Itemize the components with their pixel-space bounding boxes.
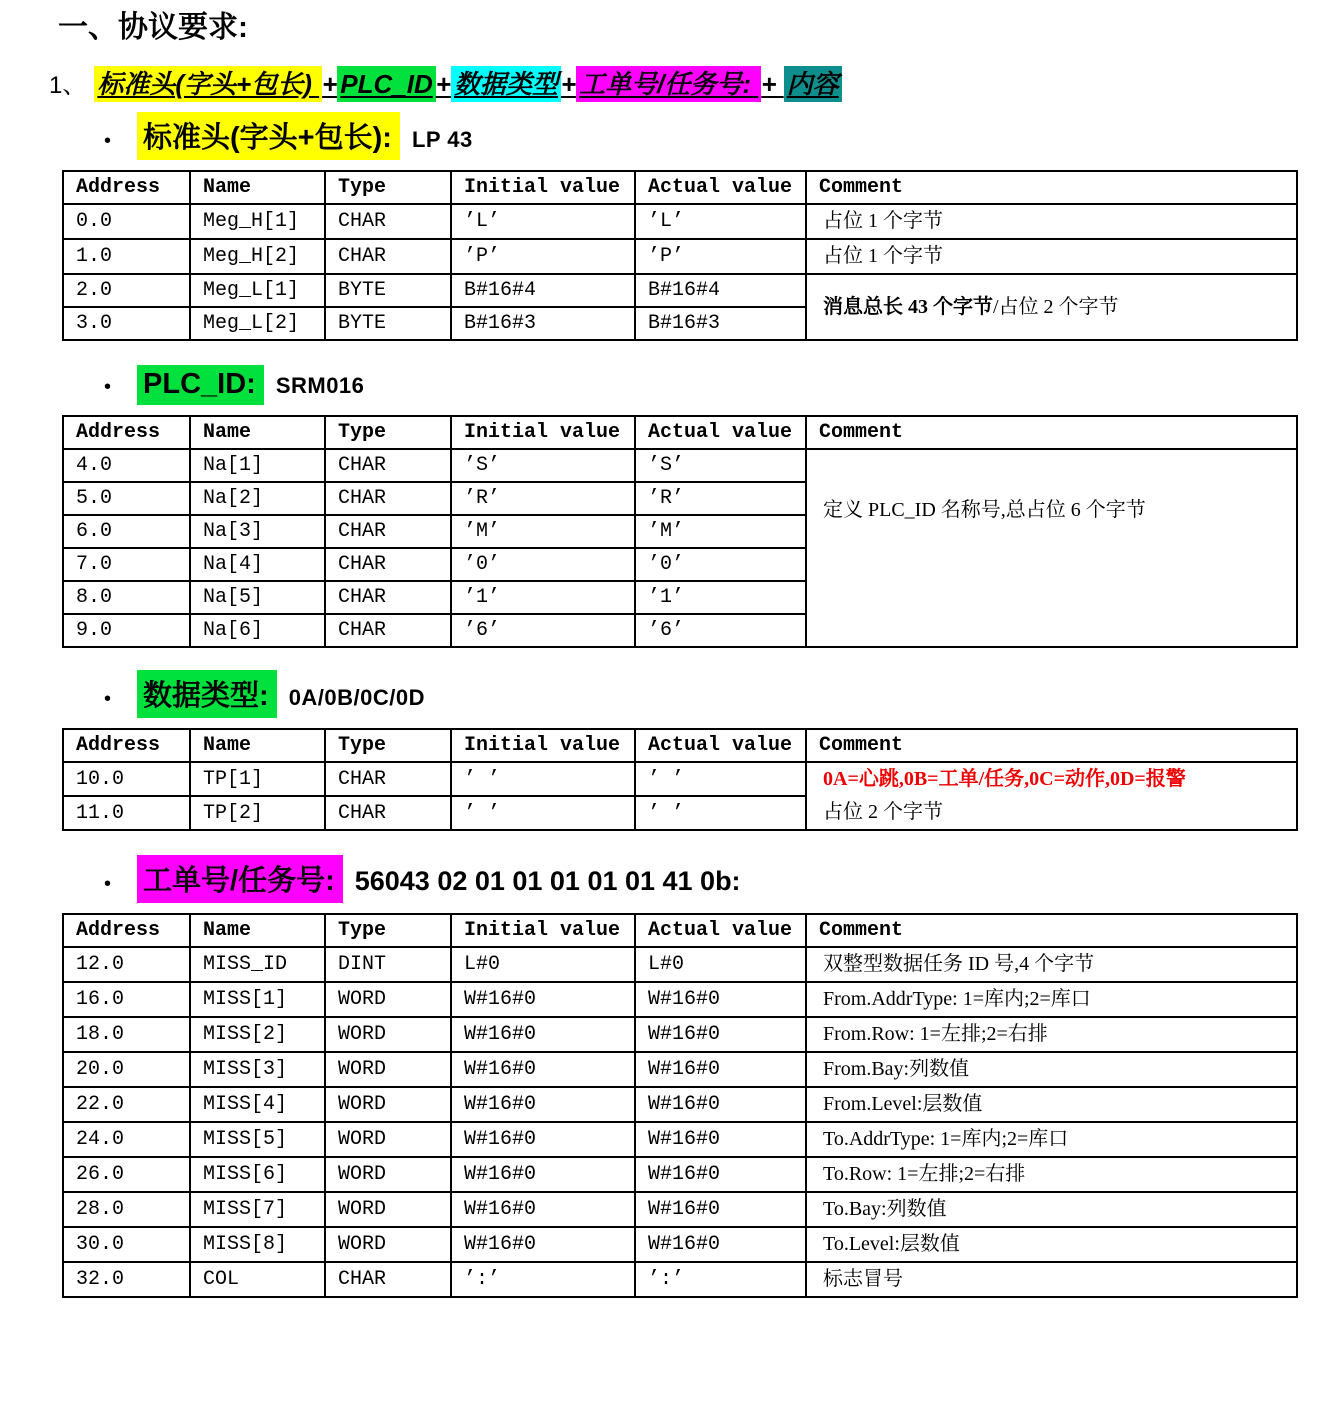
- column-header: Actual value: [635, 416, 806, 449]
- data-cell: MISS[7]: [190, 1192, 325, 1227]
- section-heading-data-type: [104, 670, 1344, 718]
- column-header: Name: [190, 416, 325, 449]
- table-row: [63, 762, 1297, 796]
- data-cell: ’L’: [451, 204, 635, 239]
- data-cell: W#16#0: [635, 1157, 806, 1192]
- document-page: [0, 8, 1344, 1410]
- segment-order-number: 工单号/任务号:: [576, 66, 761, 102]
- data-cell: W#16#0: [635, 1052, 806, 1087]
- data-cell: WORD: [325, 1122, 451, 1157]
- column-header: Type: [325, 729, 451, 762]
- data-cell: 22.0: [63, 1087, 190, 1122]
- header-row: [63, 416, 1297, 449]
- data-cell: Na[1]: [190, 449, 325, 482]
- column-header: Initial value: [451, 171, 635, 204]
- data-cell: WORD: [325, 1017, 451, 1052]
- data-cell: MISS[5]: [190, 1122, 325, 1157]
- protocol-formula-line: [49, 65, 1344, 104]
- table-row: [63, 982, 1297, 1017]
- data-cell: WORD: [325, 1087, 451, 1122]
- data-cell: ’ ’: [451, 796, 635, 830]
- data-cell: ’ ’: [635, 762, 806, 796]
- data-cell: 20.0: [63, 1052, 190, 1087]
- column-header: Comment: [806, 171, 1297, 204]
- data-cell: WORD: [325, 1227, 451, 1262]
- data-cell: TP[2]: [190, 796, 325, 830]
- data-cell: W#16#0: [635, 1122, 806, 1157]
- data-cell: L#0: [451, 947, 635, 982]
- data-cell: 6.0: [63, 515, 190, 548]
- data-cell: B#16#3: [635, 307, 806, 340]
- table-row: [63, 1017, 1297, 1052]
- segment-plc-id: PLC_ID: [337, 66, 435, 102]
- plus-sign: +: [435, 69, 451, 99]
- data-cell: ’M’: [635, 515, 806, 548]
- data-cell: MISS[3]: [190, 1052, 325, 1087]
- data-cell: Na[2]: [190, 482, 325, 515]
- comment-cell: 标志冒号: [806, 1262, 1297, 1297]
- data-cell: 7.0: [63, 548, 190, 581]
- plus-sign: +: [761, 69, 784, 99]
- data-cell: 30.0: [63, 1227, 190, 1262]
- list-number: 1、: [49, 72, 87, 99]
- data-cell: ’0’: [451, 548, 635, 581]
- data-cell: 5.0: [63, 482, 190, 515]
- data-cell: TP[1]: [190, 762, 325, 796]
- data-cell: ’ ’: [635, 796, 806, 830]
- header-row: [63, 914, 1297, 947]
- column-header: Comment: [806, 416, 1297, 449]
- data-cell: Na[3]: [190, 515, 325, 548]
- column-header: Address: [63, 729, 190, 762]
- column-header: Address: [63, 914, 190, 947]
- comment-cell: 占位 1 个字节: [806, 204, 1297, 239]
- section-label: 标准头(字头+包长):: [137, 112, 400, 160]
- data-cell: W#16#0: [635, 982, 806, 1017]
- data-cell: 1.0: [63, 239, 190, 274]
- comment-cell: From.Bay:列数值: [806, 1052, 1297, 1087]
- data-cell: CHAR: [325, 762, 451, 796]
- data-cell: 9.0: [63, 614, 190, 647]
- data-cell: W#16#0: [451, 1192, 635, 1227]
- comment-cell: 定义 PLC_ID 名称号,总占位 6 个字节: [806, 449, 1297, 647]
- section-value: 56043 02 01 01 01 01 01 41 0b:: [354, 866, 741, 896]
- section-heading-order-number: [104, 855, 1344, 903]
- comment-cell: 消息总长 43 个字节/占位 2 个字节: [806, 274, 1297, 340]
- data-cell: ’P’: [451, 239, 635, 274]
- table-plc-id: [62, 415, 1298, 648]
- data-cell: BYTE: [325, 307, 451, 340]
- data-cell: ’1’: [451, 581, 635, 614]
- data-cell: 12.0: [63, 947, 190, 982]
- table-row: [63, 274, 1297, 307]
- data-cell: CHAR: [325, 482, 451, 515]
- data-cell: W#16#0: [451, 1017, 635, 1052]
- data-cell: ’6’: [451, 614, 635, 647]
- data-cell: WORD: [325, 1192, 451, 1227]
- column-header: Initial value: [451, 729, 635, 762]
- table-row: [63, 1192, 1297, 1227]
- data-cell: DINT: [325, 947, 451, 982]
- table-order-number: [62, 913, 1298, 1298]
- comment-cell: From.Row: 1=左排;2=右排: [806, 1017, 1297, 1052]
- data-cell: W#16#0: [451, 1157, 635, 1192]
- data-cell: CHAR: [325, 796, 451, 830]
- data-cell: 3.0: [63, 307, 190, 340]
- data-cell: 24.0: [63, 1122, 190, 1157]
- data-cell: MISS[4]: [190, 1087, 325, 1122]
- section-heading-standard-header: [104, 112, 1344, 160]
- column-header: Comment: [806, 729, 1297, 762]
- column-header: Name: [190, 171, 325, 204]
- section-value: 0A/0B/0C/0D: [288, 685, 426, 710]
- data-cell: CHAR: [325, 1262, 451, 1297]
- data-cell: MISS[8]: [190, 1227, 325, 1262]
- data-cell: W#16#0: [451, 1052, 635, 1087]
- column-header: Name: [190, 729, 325, 762]
- segment-standard-header: 标准头(字头+包长): [94, 66, 322, 102]
- section-label: 工单号/任务号:: [137, 855, 343, 903]
- formula-text: [94, 66, 841, 102]
- column-header: Address: [63, 416, 190, 449]
- comment-cell: From.AddrType: 1=库内;2=库口: [806, 982, 1297, 1017]
- data-cell: 32.0: [63, 1262, 190, 1297]
- data-cell: L#0: [635, 947, 806, 982]
- comment-cell: 双整型数据任务 ID 号,4 个字节: [806, 947, 1297, 982]
- column-header: Initial value: [451, 416, 635, 449]
- data-cell: ’M’: [451, 515, 635, 548]
- data-cell: 28.0: [63, 1192, 190, 1227]
- data-cell: CHAR: [325, 515, 451, 548]
- data-cell: WORD: [325, 982, 451, 1017]
- column-header: Comment: [806, 914, 1297, 947]
- data-cell: COL: [190, 1262, 325, 1297]
- data-cell: 26.0: [63, 1157, 190, 1192]
- table-row: [63, 1052, 1297, 1087]
- data-cell: ’ ’: [451, 762, 635, 796]
- column-header: Actual value: [635, 729, 806, 762]
- data-cell: W#16#0: [635, 1087, 806, 1122]
- comment-cell: To.Bay:列数值: [806, 1192, 1297, 1227]
- data-cell: CHAR: [325, 581, 451, 614]
- table-row: [63, 1227, 1297, 1262]
- section-label: PLC_ID:: [137, 365, 264, 405]
- data-cell: B#16#4: [451, 274, 635, 307]
- data-cell: ’6’: [635, 614, 806, 647]
- data-cell: Na[4]: [190, 548, 325, 581]
- data-cell: ’S’: [451, 449, 635, 482]
- data-cell: MISS[1]: [190, 982, 325, 1017]
- data-cell: W#16#0: [635, 1227, 806, 1262]
- segment-content: 内容: [784, 66, 842, 102]
- header-row: [63, 171, 1297, 204]
- data-cell: CHAR: [325, 614, 451, 647]
- data-cell: Meg_L[1]: [190, 274, 325, 307]
- data-cell: W#16#0: [451, 982, 635, 1017]
- data-cell: ’:’: [451, 1262, 635, 1297]
- data-cell: ’S’: [635, 449, 806, 482]
- bullet-icon: •: [104, 130, 112, 152]
- table-row: [63, 204, 1297, 239]
- data-cell: 16.0: [63, 982, 190, 1017]
- data-cell: Na[6]: [190, 614, 325, 647]
- table-standard-header: [62, 170, 1298, 341]
- data-cell: MISS[6]: [190, 1157, 325, 1192]
- data-cell: W#16#0: [451, 1227, 635, 1262]
- comment-cell: To.Level:层数值: [806, 1227, 1297, 1262]
- data-cell: MISS_ID: [190, 947, 325, 982]
- column-header: Actual value: [635, 171, 806, 204]
- data-cell: 10.0: [63, 762, 190, 796]
- data-cell: Meg_H[2]: [190, 239, 325, 274]
- data-cell: 8.0: [63, 581, 190, 614]
- column-header: Type: [325, 914, 451, 947]
- data-cell: ’P’: [635, 239, 806, 274]
- doc-heading: 一、协议要求:: [58, 11, 248, 44]
- data-cell: W#16#0: [635, 1017, 806, 1052]
- data-cell: 2.0: [63, 274, 190, 307]
- section-heading-plc-id: [104, 365, 1344, 405]
- data-cell: 11.0: [63, 796, 190, 830]
- bullet-icon: •: [104, 873, 112, 895]
- plus-sign: +: [322, 69, 338, 99]
- comment-cell: From.Level:层数值: [806, 1087, 1297, 1122]
- data-cell: Meg_L[2]: [190, 307, 325, 340]
- data-cell: BYTE: [325, 274, 451, 307]
- bullet-icon: •: [104, 376, 112, 398]
- table-row: [63, 1122, 1297, 1157]
- data-cell: WORD: [325, 1052, 451, 1087]
- data-cell: 18.0: [63, 1017, 190, 1052]
- data-cell: ’1’: [635, 581, 806, 614]
- table-row: [63, 1262, 1297, 1297]
- data-cell: MISS[2]: [190, 1017, 325, 1052]
- section-label: 数据类型:: [137, 670, 277, 718]
- bullet-icon: •: [104, 688, 112, 710]
- segment-data-type: 数据类型: [451, 66, 561, 102]
- data-cell: WORD: [325, 1157, 451, 1192]
- table-data-type: [62, 728, 1298, 831]
- comment-cell: To.AddrType: 1=库内;2=库口: [806, 1122, 1297, 1157]
- data-cell: W#16#0: [451, 1122, 635, 1157]
- data-cell: ’R’: [451, 482, 635, 515]
- column-header: Type: [325, 416, 451, 449]
- table-row: [63, 449, 1297, 482]
- header-row: [63, 729, 1297, 762]
- data-cell: CHAR: [325, 548, 451, 581]
- column-header: Initial value: [451, 914, 635, 947]
- comment-cell: 0A=心跳,0B=工单/任务,0C=动作,0D=报警 占位 2 个字节: [806, 762, 1297, 830]
- data-cell: ’:’: [635, 1262, 806, 1297]
- data-cell: ’R’: [635, 482, 806, 515]
- data-cell: 0.0: [63, 204, 190, 239]
- section-value: SRM016: [275, 373, 365, 398]
- comment-cell: To.Row: 1=左排;2=右排: [806, 1157, 1297, 1192]
- table-row: [63, 1087, 1297, 1122]
- data-cell: W#16#0: [451, 1087, 635, 1122]
- data-cell: B#16#4: [635, 274, 806, 307]
- column-header: Actual value: [635, 914, 806, 947]
- data-cell: B#16#3: [451, 307, 635, 340]
- table-row: [63, 1157, 1297, 1192]
- data-cell: ’L’: [635, 204, 806, 239]
- data-cell: 4.0: [63, 449, 190, 482]
- comment-cell: 占位 1 个字节: [806, 239, 1297, 274]
- plus-sign: +: [560, 69, 577, 99]
- data-cell: ’0’: [635, 548, 806, 581]
- table-row: [63, 947, 1297, 982]
- data-cell: CHAR: [325, 204, 451, 239]
- column-header: Type: [325, 171, 451, 204]
- data-cell: CHAR: [325, 449, 451, 482]
- data-cell: CHAR: [325, 239, 451, 274]
- column-header: Name: [190, 914, 325, 947]
- column-header: Address: [63, 171, 190, 204]
- table-row: [63, 239, 1297, 274]
- data-cell: W#16#0: [635, 1192, 806, 1227]
- section-value: LP 43: [411, 127, 473, 152]
- data-cell: Meg_H[1]: [190, 204, 325, 239]
- data-cell: Na[5]: [190, 581, 325, 614]
